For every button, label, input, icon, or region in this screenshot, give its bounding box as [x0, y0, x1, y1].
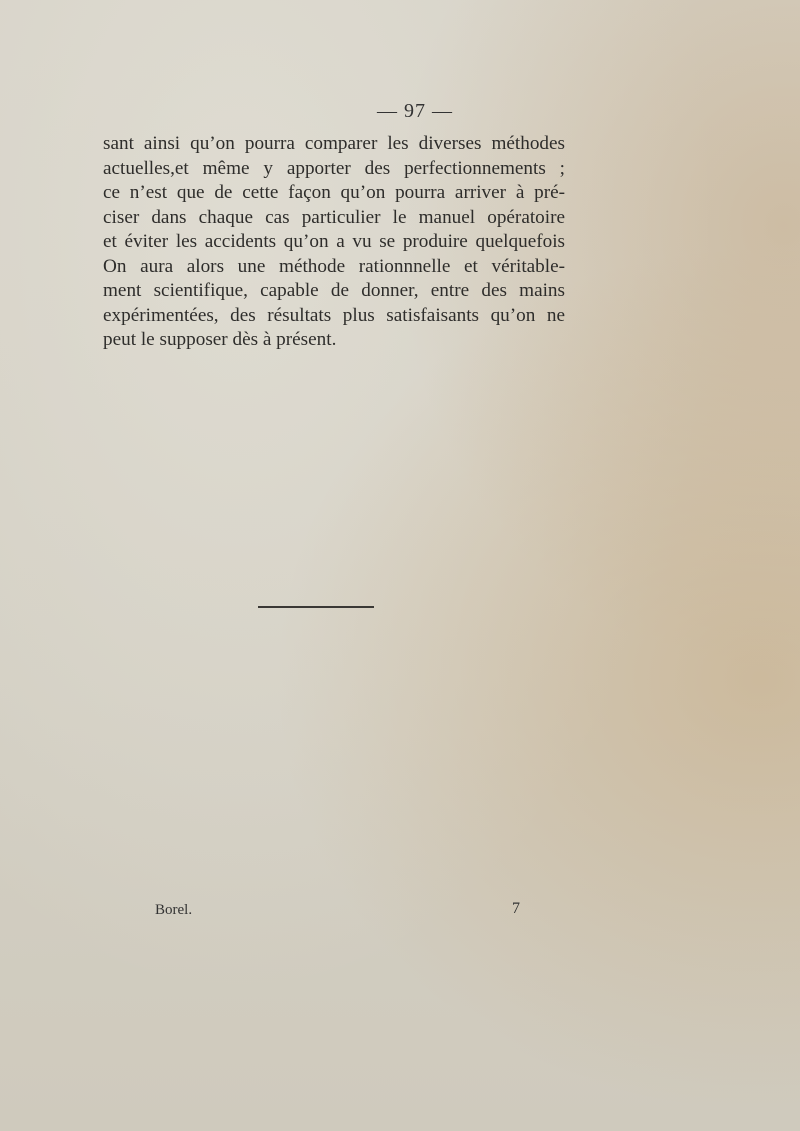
text-line: On aura alors une méthode rationnnelle et véritable- [103, 255, 565, 277]
text-line: ciser dans chaque cas particulier le manuel opératoire [103, 206, 565, 228]
text-line: peut le supposer dès à présent. [103, 329, 337, 350]
text-line: actuelles,et même y apporter des perfectionnements ; [103, 157, 565, 179]
footer-signature-mark: 7 [512, 900, 520, 917]
text-line: expérimentées, des résultats plus satisfaisants qu’on ne [103, 304, 565, 326]
text-line: ce n’est que de cette façon qu’on pourra arriver à pré- [103, 182, 565, 203]
body-paragraph [103, 132, 565, 353]
text-line: et éviter les accidents qu’on a vu se produire quelquefois [103, 231, 565, 252]
page-number: — 97 — [377, 100, 453, 122]
text-line: ment scientifique, capable de donner, entre des mains [103, 280, 565, 301]
footer-author: Borel. [155, 902, 193, 918]
section-divider [258, 606, 374, 608]
text-line: sant ainsi qu’on pourra comparer les diverses méthodes [103, 133, 565, 154]
